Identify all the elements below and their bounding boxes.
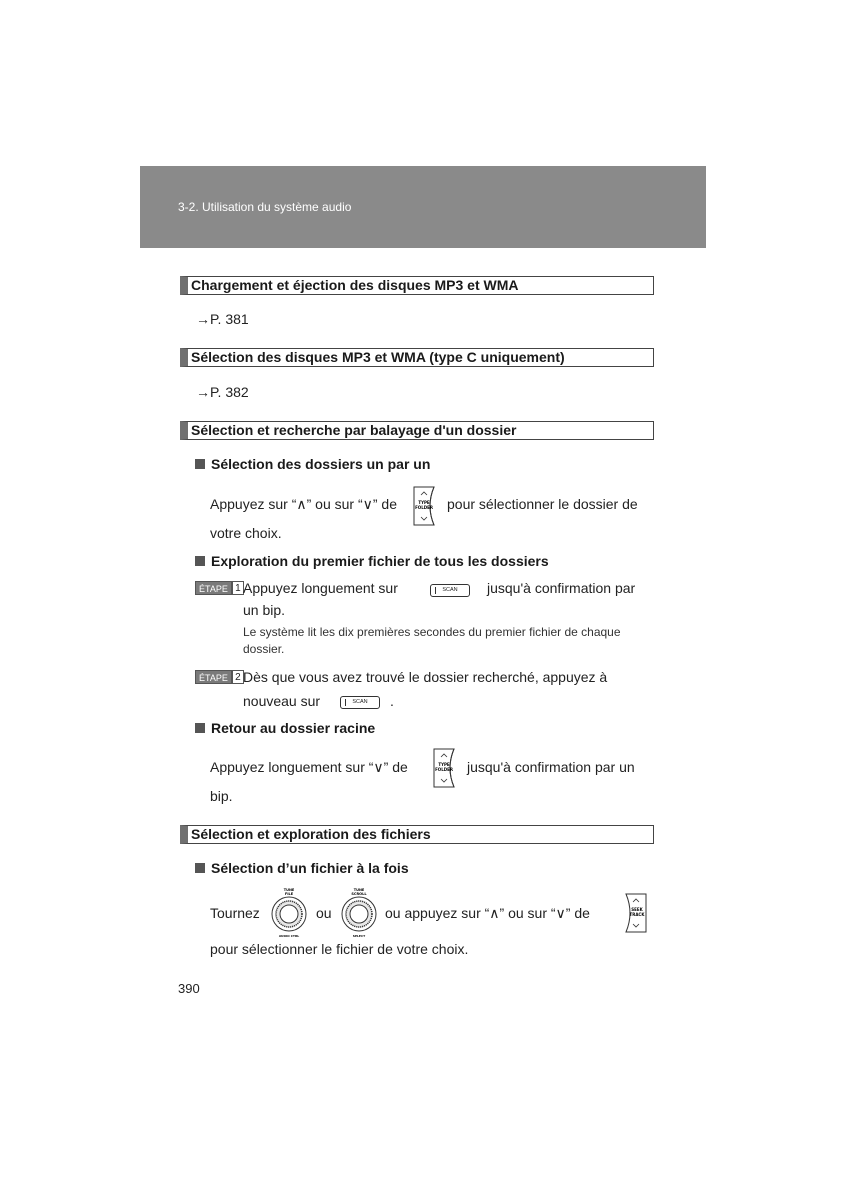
type-label: TYPE xyxy=(418,500,430,505)
square-bullet-icon xyxy=(195,459,205,469)
scan-button-icon: SCAN xyxy=(340,696,380,709)
instruction-text-continued: jusqu'à confirmation par un xyxy=(467,759,635,775)
step-2-text: Dès que vous avez trouvé le dossier recherché, appuyez à xyxy=(243,669,608,685)
scan-button-icon: SCAN xyxy=(430,584,470,597)
knob-label-select: SELECT xyxy=(352,934,366,938)
instruction-text: Tournez xyxy=(210,905,260,921)
instruction-text-continued: pour sélectionner le dossier de xyxy=(447,496,638,512)
section-title-loading-ejecting: Chargement et éjection des disques MP3 et WMA xyxy=(180,276,654,295)
step-1-text-continued: jusqu'à confirmation par xyxy=(487,580,636,596)
step-2-text-end: . xyxy=(390,693,394,709)
step-1-text-end: un bip. xyxy=(243,602,286,618)
page-number: 390 xyxy=(178,981,200,996)
folder-label: FOLDER xyxy=(435,767,453,772)
type-label: TYPE xyxy=(438,762,450,767)
knob-label-audio-ctrl: AUDIO CTRL xyxy=(278,934,300,938)
instruction-text: Appuyez longuement sur “∨” de xyxy=(210,759,408,775)
square-bullet-icon xyxy=(195,723,205,733)
page-reference-381: →P. 381 xyxy=(196,311,249,327)
subheading-return-root: Retour au dossier racine xyxy=(195,720,375,736)
folder-label: FOLDER xyxy=(415,505,433,510)
type-folder-rocker-icon xyxy=(412,486,440,526)
knob-label-tune: TUNE xyxy=(353,888,365,892)
section-title-disc-selection: Sélection des disques MP3 et WMA (type C uniquement) xyxy=(180,348,654,367)
step-1-badge: ÉTAPE 1 xyxy=(195,581,244,595)
instruction-text-end: votre choix. xyxy=(210,525,282,541)
tune-file-knob-icon xyxy=(269,887,309,939)
chapter-title: 3-2. Utilisation du système audio xyxy=(178,200,352,214)
section-title-folder-selection: Sélection et recherche par balayage d'un dossier xyxy=(180,421,654,440)
section-title-file-selection: Sélection et exploration des fichiers xyxy=(180,825,654,844)
instruction-text-end: pour sélectionner le fichier de votre choix. xyxy=(210,941,469,957)
instruction-text-continued: ou appuyez sur “∧” ou sur “∨” de xyxy=(385,905,590,921)
seek-track-rocker-icon xyxy=(620,893,648,933)
instruction-text-end: bip. xyxy=(210,788,233,804)
knob-label-file: FILE xyxy=(284,892,294,896)
square-bullet-icon xyxy=(195,863,205,873)
subheading-explore-first-file: Exploration du premier fichier de tous les dossiers xyxy=(195,553,549,569)
chapter-header-band xyxy=(140,166,706,248)
subheading-file-one-at-a-time: Sélection d’un fichier à la fois xyxy=(195,860,409,876)
knob-label-scroll: SCROLL xyxy=(351,892,367,896)
subheading-folder-one-by-one: Sélection des dossiers un par un xyxy=(195,456,430,472)
step-1-text: Appuyez longuement sur xyxy=(243,580,398,596)
tune-scroll-knob-icon xyxy=(339,887,379,939)
instruction-text: Appuyez sur “∧” ou sur “∨” de xyxy=(210,496,398,512)
or-text: ou xyxy=(316,905,332,921)
step-2-text-continued: nouveau sur xyxy=(243,693,321,709)
seek-label: SEEK xyxy=(631,907,643,912)
square-bullet-icon xyxy=(195,556,205,566)
step-2-badge: ÉTAPE 2 xyxy=(195,670,244,684)
step-1-note: Le système lit les dix premières secondes du premier fichier de chaque dossier. xyxy=(243,625,621,656)
page-reference-382: →P. 382 xyxy=(196,384,249,400)
type-folder-rocker-icon xyxy=(432,748,460,788)
track-label: TRACK xyxy=(629,912,645,917)
knob-label-tune: TUNE xyxy=(283,888,295,892)
